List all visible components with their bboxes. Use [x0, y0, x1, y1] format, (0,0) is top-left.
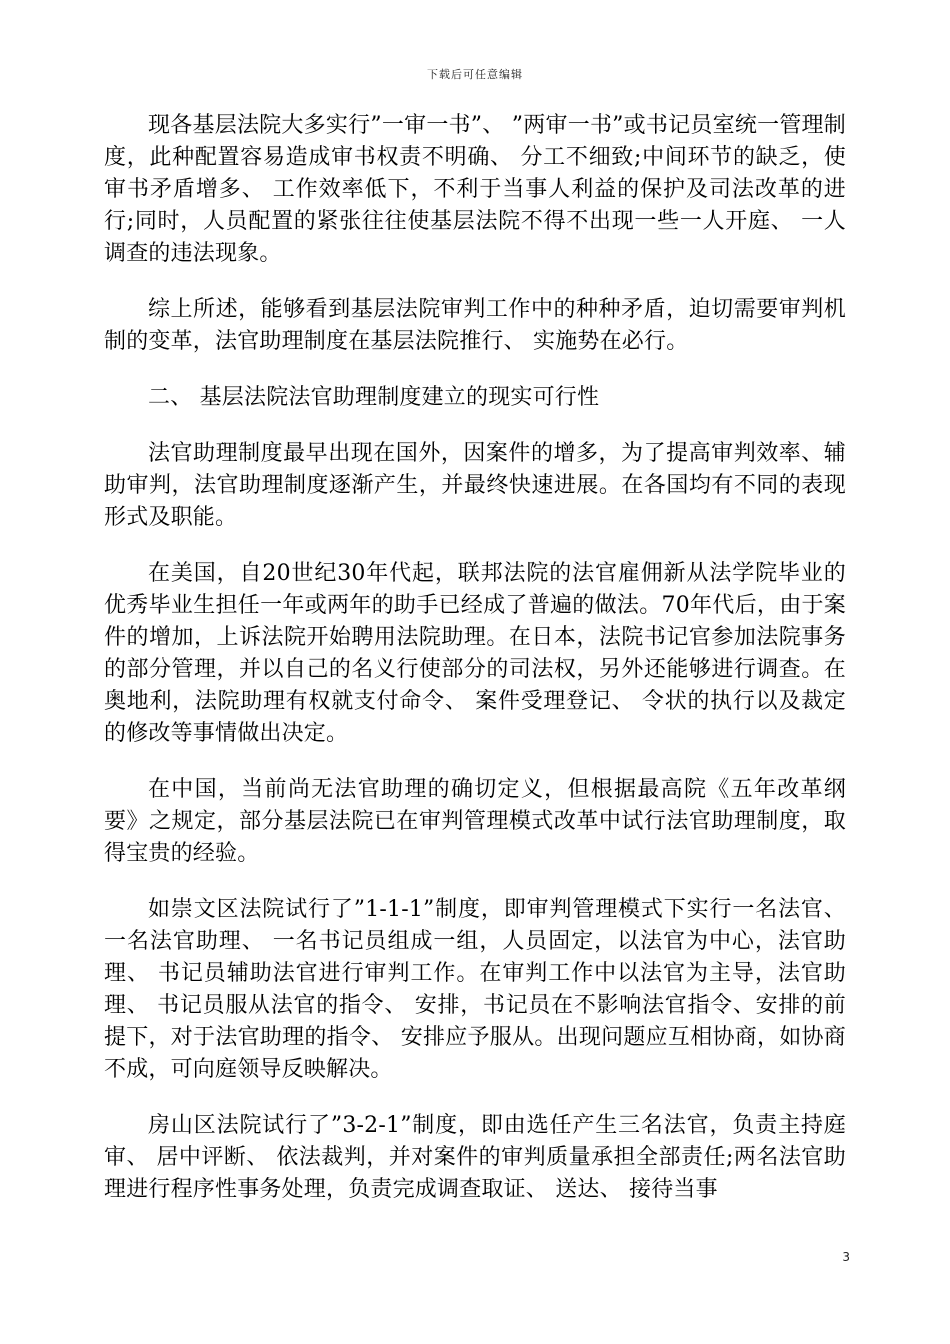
paragraph-6: 如崇文区法院试行了”1-1-1”制度，即审判管理模式下实行一名法官、 一名法官助理、 一名书记员组成一组，人员固定，以法官为中心，法官助理、 书记员辅助法官进行审判工作。在审判工作中以法官为主导，法官助理、 书记员服从法官的指令、 安排，书记员在不影响法官指令、安排的前提下，对于法官助理的指令、 安排应予服从。出现问题应互相协商，如协商不成，可向庭领导反映解决。 [104, 897, 846, 1082]
page-header: 下载后可任意编辑 [427, 68, 523, 81]
page-number: 3 [842, 1250, 850, 1264]
paragraph-5: 在中国，当前尚无法官助理的确切定义，但根据最高院《五年改革纲要》之规定，部分基层法院已在审判管理模式改革中试行法官助理制度，取得宝贵的经验。 [104, 777, 846, 866]
paragraph-2: 综上所述，能够看到基层法院审判工作中的种种矛盾，迫切需要审判机制的变革，法官助理制度在基层法院推行、 实施势在必行。 [104, 297, 846, 354]
paragraph-7: 房山区法院试行了”3-2-1”制度，即由选任产生三名法官，负责主持庭审、 居中评断、 依法裁判，并对案件的审判质量承担全部责任;两名法官助理进行程序性事务处理，负责完成调查取证、 送达、 接待当事 [104, 1113, 846, 1202]
document-body [104, 110, 846, 1230]
section-heading: 二、 基层法院法官助理制度建立的现实可行性 [148, 385, 600, 410]
paragraph-1: 现各基层法院大多实行”一审一书”、 ”两审一书”或书记员室统一管理制度，此种配置容易造成审书权责不明确、 分工不细致;中间环节的缺乏，使审书矛盾增多、 工作效率低下，不利于当事人利益的保护及司法改革的进行;同时，人员配置的紧张往往使基层法院不得不出现一些一人开庭、 一人调查的违法现象。 [104, 113, 846, 266]
paragraph-4: 在美国，自20世纪30年代起，联邦法院的法官雇佣新从法学院毕业的优秀毕业生担任一年或两年的助手已经成了普遍的做法。70年代后，由于案件的增加，上诉法院开始聘用法院助理。在日本，法院书记官参加法院事务的部分管理，并以自己的名义行使部分的司法权，另外还能够进行调查。在奥地利，法院助理有权就支付命令、 案件受理登记、 令状的执行以及裁定的修改等事情做出决定。 [104, 561, 846, 746]
paragraph-3: 法官助理制度最早出现在国外，因案件的增多，为了提高审判效率、辅助审判，法官助理制度逐渐产生，并最终快速进展。在各国均有不同的表现形式及职能。 [104, 441, 846, 530]
